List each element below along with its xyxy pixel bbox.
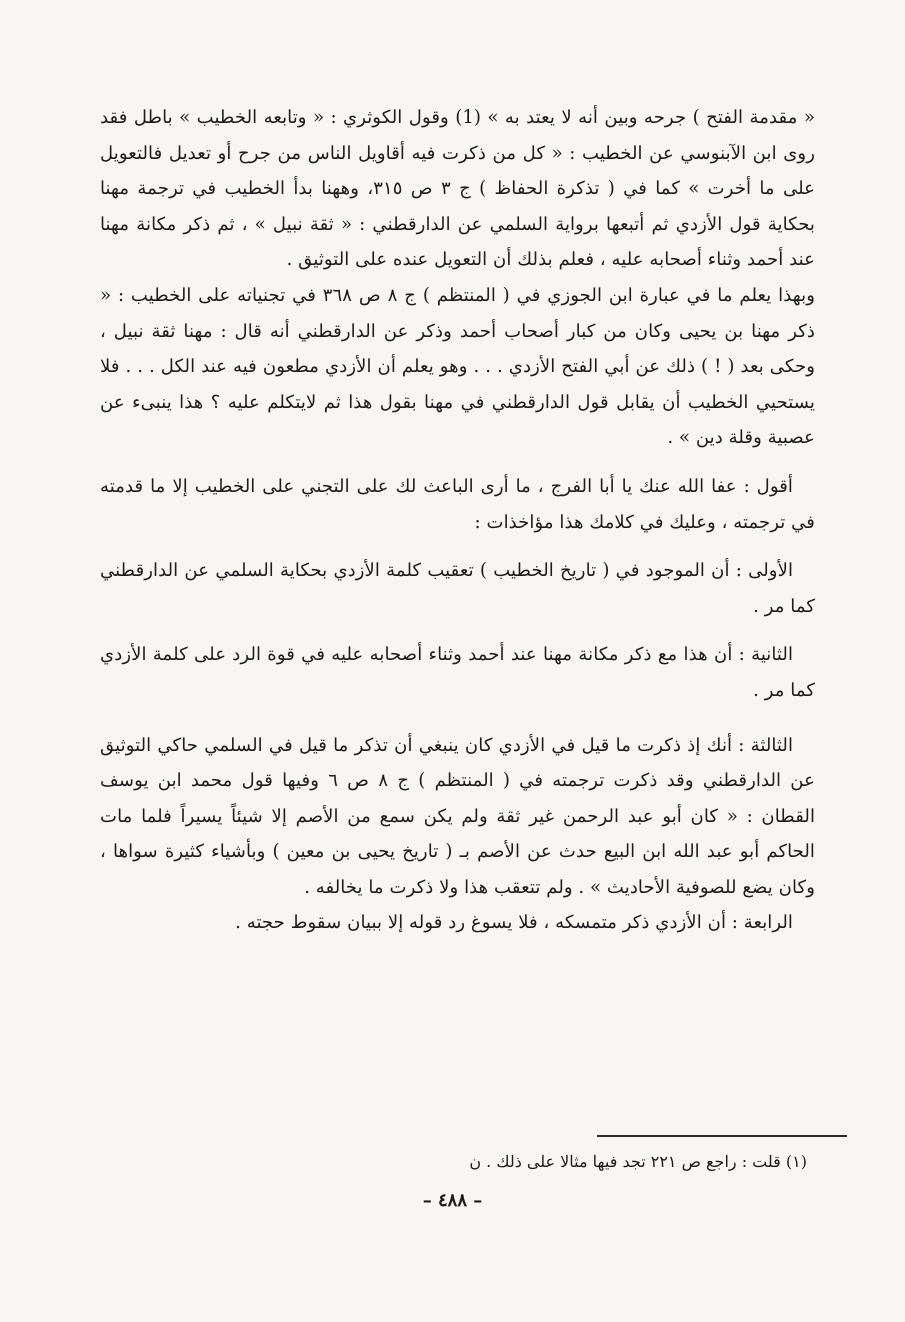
- paragraph-6: الثالثة : أنك إذ ذكرت ما قيل في الأزدي كان ينبغي أن تذكر ما قيل في السلمي حاكي التوثيق عن الدارقطني وقد ذكرت ترجمته في ( المنتظم ) ج ٨ ص ٦ وفيها قول محمد ابن يوسف القطان : « كان أبو عبد الرحمن غير ثقة ولم يكن سمع من الأصم إلا شيئاً يسيراً فلما مات الحاكم أبو عبد الله ابن البيع حدث عن الأصم بـ ( تاريخ يحيى بن معين ) وبأشياء كثيرة سواها ، وكان يضع للصوفية الأحاديث » . ولم تتعقب هذا ولا ذكرت ما يخالفه .: [100, 734, 815, 898]
- paragraph-4: الأولى : أن الموجود في ( تاريخ الخطيب ) تعقيب كلمة الأزدي بحكاية السلمي عن الدارقطني كما مر .: [100, 560, 815, 617]
- footnote-divider: [597, 1135, 847, 1137]
- main-text: [100, 100, 815, 941]
- footnote: (١) قلت : راجع ص ٢٢١ تجد فيها مثالا على ذلك . ن: [469, 1152, 807, 1171]
- paragraph-2: وبهذا يعلم ما في عبارة ابن الجوزي في ( المنتظم ) ج ٨ ص ٣٦٨ في تجنياته على الخطيب : « ذكر مهنا بن يحيى وكان من كبار أصحاب أحمد وذكر عن الدارقطني أنه قال : مهنا ثقة نبيل ، وحكى بعد ( ! ) ذلك عن أبي الفتح الأزدي . . . وهو يعلم أن الأزدي مطعون فيه عند الكل . . . فلا يستحيي الخطيب أن يقابل قول الدارقطني في مهنا بقول هذا ثم لايتكلم عليه ؟ هذا ينبىء عن عصبية وقلة دين » .: [100, 284, 815, 449]
- page-number: – ٤٨٨ –: [422, 1190, 483, 1211]
- paragraph-5: الثانية : أن هذا مع ذكر مكانة مهنا عند أحمد وثناء أصحابه عليه في قوة الرد على كلمة الأزدي كما مر .: [100, 644, 815, 701]
- paragraph-3: أقول : عفا الله عنك يا أبا الفرج ، ما أرى الباعث لك على التجني على الخطيب إلا ما قدمته في ترجمته ، وعليك في كلامك هذا مؤاخذات :: [100, 475, 815, 533]
- paragraph-1: « مقدمة الفتح ) جرحه وبين أنه لا يعتد به » (1) وقول الكوثري : « وتابعه الخطيب » باطل فقد روى ابن الآبنوسي عن الخطيب : « كل من ذكرت فيه أقاويل الناس من جرح أو تعديل فالتعويل على ما أخرت » كما في ( تذكرة الحفاظ ) ج ٣ ص ٣١٥، وههنا بدأ الخطيب في ترجمة مهنا بحكاية قول الأزدي ثم أتبعها برواية السلمي عن الدارقطني : « ثقة نبيل » ، ثم ذكر مكانة مهنا عند أحمد وثناء أصحابه عليه ، فعلم بذلك أن التعويل عنده على التوثيق .: [100, 107, 815, 271]
- paragraph-7: الرابعة : أن الأزدي ذكر متمسكه ، فلا يسوغ رد قوله إلا ببيان سقوط حجته .: [235, 912, 793, 934]
